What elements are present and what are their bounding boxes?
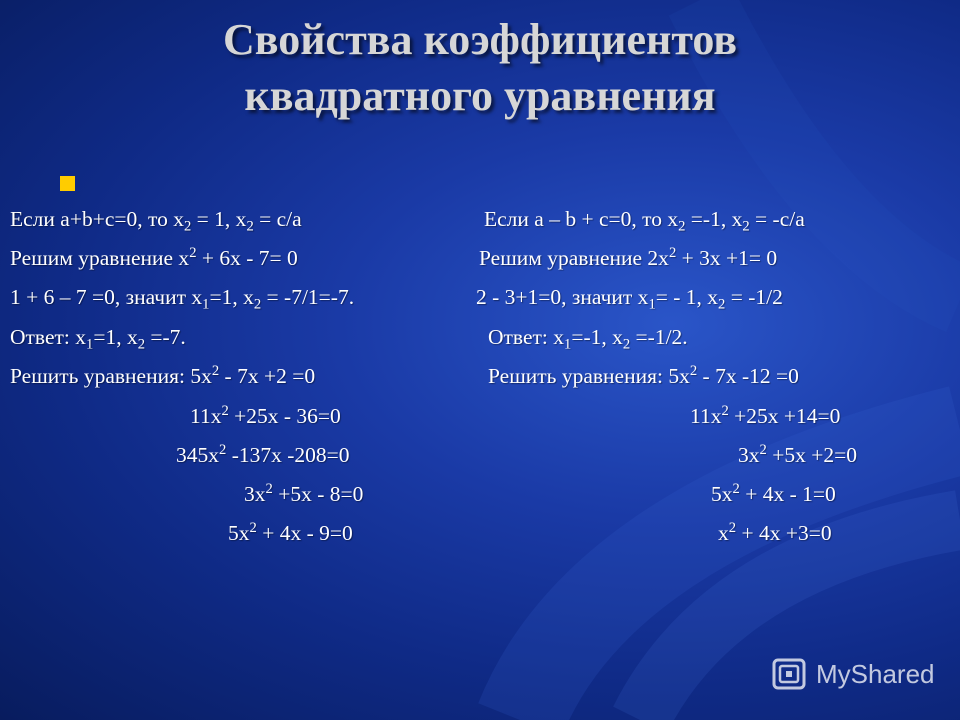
right-column-text: $x^2 + 4x +3=0$	[718, 519, 832, 545]
text-row	[0, 514, 960, 552]
left-column-text: $3x^2 +5x - 8=0$	[244, 480, 364, 506]
right-column-text: $3x^2 +5x +2=0$	[738, 441, 857, 467]
text-row	[0, 397, 960, 435]
text-row	[0, 239, 960, 277]
text-row	[0, 318, 960, 356]
left-column-text: $345x^2$ -137x -208=0	[176, 441, 350, 467]
left-column-text: $11x^2 +25x - 36=0$	[190, 402, 341, 428]
right-column-text: $5x^2 + 4x - 1=0$	[711, 480, 836, 506]
right-column-text: Решим уравнение $2x^2 + 3x +1= 0$	[479, 244, 778, 270]
text-row	[0, 475, 960, 513]
text-row	[0, 357, 960, 395]
text-row	[0, 436, 960, 474]
bullet-square-icon	[60, 176, 75, 191]
right-column-text: Решить уравнения: $5x^2 - 7x$ -12 =0	[488, 362, 799, 388]
left-column-text: Решим уравнение $x^2 + 6x - 7= 0$	[10, 244, 298, 270]
left-column-text: 1 + 6 – 7 =0, значит $x_1=1$, $x_2 = -7/1=-7$.	[10, 285, 355, 313]
right-column-text: $11x^2 +25x +14=0$	[690, 402, 841, 428]
myshared-logo-icon	[770, 654, 810, 694]
watermark-text: MyShared	[816, 658, 935, 689]
text-row	[0, 278, 960, 316]
slide-title-line-2: квадратного уравнения	[244, 71, 716, 120]
left-column-text: $5x^2 + 4x - 9=0$	[228, 519, 353, 545]
right-column-text: Ответ: $x_1=-1$, $x_2 =-1/2$.	[488, 325, 688, 353]
text-row	[0, 200, 960, 238]
left-column-text: Если a+b+c=0, то $x_2 = 1$, $x_2 = c/a$	[10, 207, 302, 235]
watermark	[770, 652, 950, 696]
left-column-text: Решить уравнения: $5x^2 - 7x +2 =0$	[10, 362, 316, 388]
slide-title-line-1: Свойства коэффициентов	[222, 15, 738, 64]
slide-title	[0, 12, 960, 124]
left-column-text: Ответ: $x_1=1$, $x_2 =-7$.	[10, 325, 186, 353]
right-column-text: Если a – b + c=0, то $x_2 =-1$, $x_2 = -c/a$	[484, 207, 805, 235]
right-column-text: 2 - 3+1=0, значит $x_1= - 1$, $x_2 = -1/2$	[476, 285, 783, 313]
